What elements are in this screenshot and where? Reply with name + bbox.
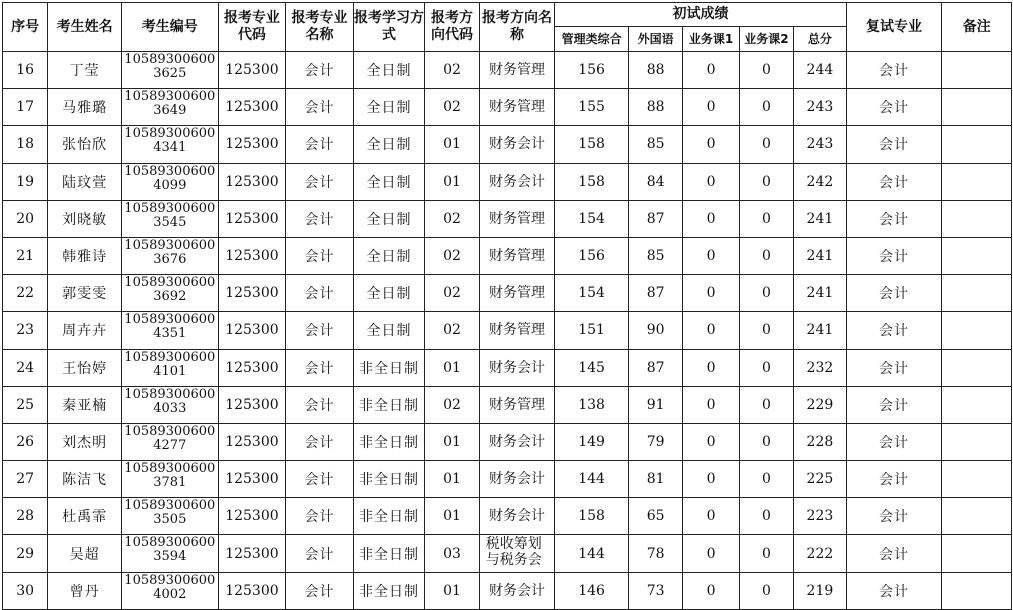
- cell-direction-code: 01: [425, 423, 479, 460]
- cell-score-b2: 0: [739, 275, 793, 312]
- cell-name: 秦亚楠: [48, 386, 122, 423]
- cell-direction-name: 财务会计: [479, 126, 555, 163]
- cell-score-mgmt: 158: [555, 498, 629, 535]
- cell-major-code: 125300: [218, 498, 286, 535]
- cell-direction-code: 02: [425, 237, 479, 274]
- cell-score-b2: 0: [739, 461, 793, 498]
- cell-id: 105893006003676: [121, 237, 218, 274]
- cell-study-mode: 非全日制: [353, 386, 425, 423]
- cell-remark: [942, 275, 1012, 312]
- cell-score-mgmt: 146: [555, 572, 629, 609]
- cell-major-name: 会计: [286, 423, 354, 460]
- cell-direction-name: 财务会计: [479, 461, 555, 498]
- cell-score-mgmt: 155: [555, 89, 629, 126]
- cell-remark: [942, 349, 1012, 386]
- cell-retest-major: 会计: [846, 498, 942, 535]
- cell-major-code: 125300: [218, 126, 286, 163]
- header-study-mode: 报考学习方式: [353, 3, 425, 52]
- cell-direction-code: 01: [425, 572, 479, 609]
- cell-seq: 30: [3, 572, 48, 609]
- cell-score-total: 225: [794, 461, 846, 498]
- cell-score-b1: 0: [683, 572, 739, 609]
- cell-major-name: 会计: [286, 200, 354, 237]
- cell-score-lang: 91: [628, 386, 682, 423]
- cell-name: 周卉卉: [48, 312, 122, 349]
- cell-id: 105893006004101: [121, 349, 218, 386]
- cell-id: 105893006003625: [121, 52, 218, 89]
- table-row: [3, 572, 1012, 609]
- cell-id: 105893006003781: [121, 461, 218, 498]
- cell-remark: [942, 89, 1012, 126]
- cell-direction-name: 财务管理: [479, 386, 555, 423]
- cell-id: 105893006003505: [121, 498, 218, 535]
- cell-score-total: 243: [794, 89, 846, 126]
- cell-score-b2: 0: [739, 163, 793, 200]
- table-row: [3, 200, 1012, 237]
- cell-score-b1: 0: [683, 498, 739, 535]
- cell-remark: [942, 423, 1012, 460]
- cell-study-mode: 非全日制: [353, 461, 425, 498]
- header-remark: 备注: [942, 3, 1012, 52]
- cell-direction-code: 01: [425, 349, 479, 386]
- header-seq: 序号: [3, 3, 48, 52]
- cell-score-total: 241: [794, 312, 846, 349]
- cell-direction-name: 财务会计: [479, 572, 555, 609]
- cell-score-total: 222: [794, 535, 846, 572]
- cell-name: 丁莹: [48, 52, 122, 89]
- cell-direction-name: 财务会计: [479, 349, 555, 386]
- cell-direction-name: 财务管理: [479, 275, 555, 312]
- cell-id: 105893006003649: [121, 89, 218, 126]
- cell-score-b2: 0: [739, 423, 793, 460]
- cell-id: 105893006003594: [121, 535, 218, 572]
- cell-id: 105893006003545: [121, 200, 218, 237]
- cell-seq: 21: [3, 237, 48, 274]
- table-row: [3, 349, 1012, 386]
- cell-direction-code: 02: [425, 275, 479, 312]
- cell-score-b1: 0: [683, 52, 739, 89]
- header-major-name: 报考专业名称: [286, 3, 354, 52]
- table-row: [3, 461, 1012, 498]
- cell-score-b1: 0: [683, 423, 739, 460]
- header-score-lang: 外国语: [628, 27, 682, 52]
- cell-seq: 22: [3, 275, 48, 312]
- cell-score-total: 241: [794, 200, 846, 237]
- cell-retest-major: 会计: [846, 237, 942, 274]
- header-score-total: 总分: [794, 27, 846, 52]
- cell-study-mode: 全日制: [353, 163, 425, 200]
- cell-retest-major: 会计: [846, 163, 942, 200]
- cell-seq: 25: [3, 386, 48, 423]
- header-direction-code: 报考方向代码: [425, 3, 479, 52]
- cell-major-name: 会计: [286, 572, 354, 609]
- cell-seq: 28: [3, 498, 48, 535]
- cell-score-lang: 78: [628, 535, 682, 572]
- cell-score-total: 229: [794, 386, 846, 423]
- cell-score-b1: 0: [683, 312, 739, 349]
- cell-id: 105893006004002: [121, 572, 218, 609]
- cell-score-b2: 0: [739, 312, 793, 349]
- cell-study-mode: 非全日制: [353, 535, 425, 572]
- cell-score-b2: 0: [739, 126, 793, 163]
- cell-score-b2: 0: [739, 89, 793, 126]
- cell-score-total: 223: [794, 498, 846, 535]
- cell-score-lang: 81: [628, 461, 682, 498]
- cell-major-name: 会计: [286, 461, 354, 498]
- cell-major-code: 125300: [218, 237, 286, 274]
- cell-score-b2: 0: [739, 200, 793, 237]
- cell-retest-major: 会计: [846, 423, 942, 460]
- cell-score-lang: 65: [628, 498, 682, 535]
- cell-remark: [942, 126, 1012, 163]
- cell-direction-name: 财务会计: [479, 498, 555, 535]
- cell-major-code: 125300: [218, 423, 286, 460]
- header-prelim-scores: 初试成绩: [555, 3, 846, 27]
- table-row: [3, 312, 1012, 349]
- cell-name: 刘晓敏: [48, 200, 122, 237]
- cell-score-b1: 0: [683, 163, 739, 200]
- cell-score-total: 242: [794, 163, 846, 200]
- cell-id: 105893006004351: [121, 312, 218, 349]
- cell-direction-code: 01: [425, 126, 479, 163]
- cell-score-lang: 87: [628, 200, 682, 237]
- cell-id: 105893006004099: [121, 163, 218, 200]
- cell-study-mode: 非全日制: [353, 349, 425, 386]
- cell-score-mgmt: 138: [555, 386, 629, 423]
- table-row: [3, 535, 1012, 572]
- cell-score-b2: 0: [739, 535, 793, 572]
- cell-score-mgmt: 156: [555, 237, 629, 274]
- cell-study-mode: 全日制: [353, 52, 425, 89]
- cell-major-code: 125300: [218, 461, 286, 498]
- table-row: [3, 52, 1012, 89]
- cell-name: 吴超: [48, 535, 122, 572]
- header-retest-major: 复试专业: [846, 3, 942, 52]
- cell-id: 105893006004277: [121, 423, 218, 460]
- cell-score-b2: 0: [739, 52, 793, 89]
- cell-score-b2: 0: [739, 386, 793, 423]
- cell-major-code: 125300: [218, 349, 286, 386]
- cell-major-code: 125300: [218, 89, 286, 126]
- cell-id: 105893006004341: [121, 126, 218, 163]
- cell-study-mode: 全日制: [353, 200, 425, 237]
- cell-major-code: 125300: [218, 535, 286, 572]
- cell-retest-major: 会计: [846, 89, 942, 126]
- cell-score-b1: 0: [683, 89, 739, 126]
- cell-score-lang: 87: [628, 275, 682, 312]
- cell-direction-name: 税收筹划与税务会: [479, 535, 555, 572]
- cell-seq: 18: [3, 126, 48, 163]
- table-row: [3, 126, 1012, 163]
- cell-score-total: 243: [794, 126, 846, 163]
- cell-remark: [942, 163, 1012, 200]
- cell-score-mgmt: 156: [555, 52, 629, 89]
- cell-id: 105893006004033: [121, 386, 218, 423]
- cell-name: 杜禹霏: [48, 498, 122, 535]
- cell-score-b2: 0: [739, 349, 793, 386]
- cell-retest-major: 会计: [846, 200, 942, 237]
- cell-direction-name: 财务会计: [479, 423, 555, 460]
- header-major-code: 报考专业代码: [218, 3, 286, 52]
- cell-name: 郭雯雯: [48, 275, 122, 312]
- cell-seq: 17: [3, 89, 48, 126]
- cell-major-name: 会计: [286, 535, 354, 572]
- cell-score-lang: 87: [628, 349, 682, 386]
- cell-score-b1: 0: [683, 275, 739, 312]
- table-row: [3, 386, 1012, 423]
- table-row: [3, 163, 1012, 200]
- cell-direction-code: 03: [425, 535, 479, 572]
- cell-study-mode: 全日制: [353, 89, 425, 126]
- cell-study-mode: 非全日制: [353, 498, 425, 535]
- cell-remark: [942, 312, 1012, 349]
- table-row: [3, 89, 1012, 126]
- cell-retest-major: 会计: [846, 461, 942, 498]
- header-id: 考生编号: [121, 3, 218, 52]
- cell-direction-code: 02: [425, 52, 479, 89]
- cell-direction-name: 财务管理: [479, 52, 555, 89]
- cell-id: 105893006003692: [121, 275, 218, 312]
- header-direction-name: 报考方向名称: [479, 3, 555, 52]
- cell-score-mgmt: 149: [555, 423, 629, 460]
- cell-score-mgmt: 154: [555, 275, 629, 312]
- cell-score-mgmt: 158: [555, 163, 629, 200]
- cell-name: 陆玟萱: [48, 163, 122, 200]
- cell-retest-major: 会计: [846, 535, 942, 572]
- cell-retest-major: 会计: [846, 572, 942, 609]
- cell-retest-major: 会计: [846, 312, 942, 349]
- cell-major-name: 会计: [286, 498, 354, 535]
- cell-study-mode: 非全日制: [353, 572, 425, 609]
- admission-score-table: [2, 2, 1012, 610]
- header-name: 考生姓名: [48, 3, 122, 52]
- cell-retest-major: 会计: [846, 349, 942, 386]
- cell-score-mgmt: 144: [555, 461, 629, 498]
- cell-score-lang: 79: [628, 423, 682, 460]
- cell-score-b1: 0: [683, 200, 739, 237]
- cell-score-b1: 0: [683, 535, 739, 572]
- cell-score-b2: 0: [739, 498, 793, 535]
- cell-major-name: 会计: [286, 275, 354, 312]
- cell-score-b1: 0: [683, 237, 739, 274]
- cell-major-name: 会计: [286, 52, 354, 89]
- cell-score-mgmt: 145: [555, 349, 629, 386]
- cell-name: 陈洁飞: [48, 461, 122, 498]
- cell-study-mode: 全日制: [353, 312, 425, 349]
- table-row: [3, 237, 1012, 274]
- cell-score-b1: 0: [683, 461, 739, 498]
- cell-score-mgmt: 154: [555, 200, 629, 237]
- table-body: [3, 52, 1012, 610]
- cell-major-name: 会计: [286, 163, 354, 200]
- cell-major-name: 会计: [286, 237, 354, 274]
- table-row: [3, 498, 1012, 535]
- cell-major-code: 125300: [218, 386, 286, 423]
- header-score-mgmt: 管理类综合: [555, 27, 629, 52]
- cell-name: 张怡欣: [48, 126, 122, 163]
- cell-study-mode: 全日制: [353, 237, 425, 274]
- cell-study-mode: 非全日制: [353, 423, 425, 460]
- cell-remark: [942, 572, 1012, 609]
- cell-seq: 19: [3, 163, 48, 200]
- cell-score-total: 219: [794, 572, 846, 609]
- cell-major-code: 125300: [218, 572, 286, 609]
- cell-major-name: 会计: [286, 349, 354, 386]
- header-score-b2: 业务课2: [739, 27, 793, 52]
- cell-direction-name: 财务管理: [479, 237, 555, 274]
- cell-retest-major: 会计: [846, 126, 942, 163]
- cell-major-name: 会计: [286, 312, 354, 349]
- cell-direction-code: 01: [425, 498, 479, 535]
- cell-direction-code: 01: [425, 461, 479, 498]
- cell-score-lang: 85: [628, 237, 682, 274]
- cell-major-name: 会计: [286, 386, 354, 423]
- cell-score-total: 228: [794, 423, 846, 460]
- cell-retest-major: 会计: [846, 52, 942, 89]
- cell-name: 韩雅诗: [48, 237, 122, 274]
- cell-remark: [942, 461, 1012, 498]
- cell-major-code: 125300: [218, 275, 286, 312]
- header-score-b1: 业务课1: [683, 27, 739, 52]
- cell-score-lang: 85: [628, 126, 682, 163]
- cell-remark: [942, 498, 1012, 535]
- cell-direction-name: 财务管理: [479, 200, 555, 237]
- cell-score-lang: 88: [628, 52, 682, 89]
- cell-seq: 23: [3, 312, 48, 349]
- cell-remark: [942, 535, 1012, 572]
- cell-direction-code: 01: [425, 163, 479, 200]
- cell-seq: 26: [3, 423, 48, 460]
- cell-name: 王怡婷: [48, 349, 122, 386]
- cell-direction-code: 02: [425, 312, 479, 349]
- cell-remark: [942, 200, 1012, 237]
- cell-seq: 20: [3, 200, 48, 237]
- cell-major-name: 会计: [286, 89, 354, 126]
- cell-score-total: 232: [794, 349, 846, 386]
- table-row: [3, 275, 1012, 312]
- cell-name: 曾丹: [48, 572, 122, 609]
- cell-score-b2: 0: [739, 237, 793, 274]
- cell-score-mgmt: 144: [555, 535, 629, 572]
- cell-score-b1: 0: [683, 386, 739, 423]
- cell-score-total: 244: [794, 52, 846, 89]
- cell-score-lang: 90: [628, 312, 682, 349]
- cell-seq: 24: [3, 349, 48, 386]
- cell-major-code: 125300: [218, 312, 286, 349]
- cell-retest-major: 会计: [846, 386, 942, 423]
- cell-retest-major: 会计: [846, 275, 942, 312]
- cell-score-lang: 88: [628, 89, 682, 126]
- cell-score-mgmt: 151: [555, 312, 629, 349]
- cell-name: 马雅璐: [48, 89, 122, 126]
- cell-major-code: 125300: [218, 52, 286, 89]
- cell-direction-name: 财务管理: [479, 312, 555, 349]
- cell-score-total: 241: [794, 237, 846, 274]
- cell-score-b1: 0: [683, 349, 739, 386]
- cell-study-mode: 全日制: [353, 126, 425, 163]
- cell-direction-code: 02: [425, 200, 479, 237]
- cell-seq: 27: [3, 461, 48, 498]
- cell-seq: 29: [3, 535, 48, 572]
- cell-major-code: 125300: [218, 200, 286, 237]
- cell-score-lang: 73: [628, 572, 682, 609]
- cell-score-lang: 84: [628, 163, 682, 200]
- cell-study-mode: 全日制: [353, 275, 425, 312]
- cell-remark: [942, 52, 1012, 89]
- cell-direction-name: 财务会计: [479, 163, 555, 200]
- cell-direction-code: 02: [425, 386, 479, 423]
- cell-score-b1: 0: [683, 126, 739, 163]
- table-header: [3, 3, 1012, 52]
- cell-name: 刘杰明: [48, 423, 122, 460]
- cell-direction-code: 02: [425, 89, 479, 126]
- cell-remark: [942, 386, 1012, 423]
- cell-seq: 16: [3, 52, 48, 89]
- cell-score-total: 241: [794, 275, 846, 312]
- table-row: [3, 423, 1012, 460]
- cell-score-b2: 0: [739, 572, 793, 609]
- cell-remark: [942, 237, 1012, 274]
- cell-major-code: 125300: [218, 163, 286, 200]
- cell-direction-name: 财务管理: [479, 89, 555, 126]
- cell-major-name: 会计: [286, 126, 354, 163]
- cell-score-mgmt: 158: [555, 126, 629, 163]
